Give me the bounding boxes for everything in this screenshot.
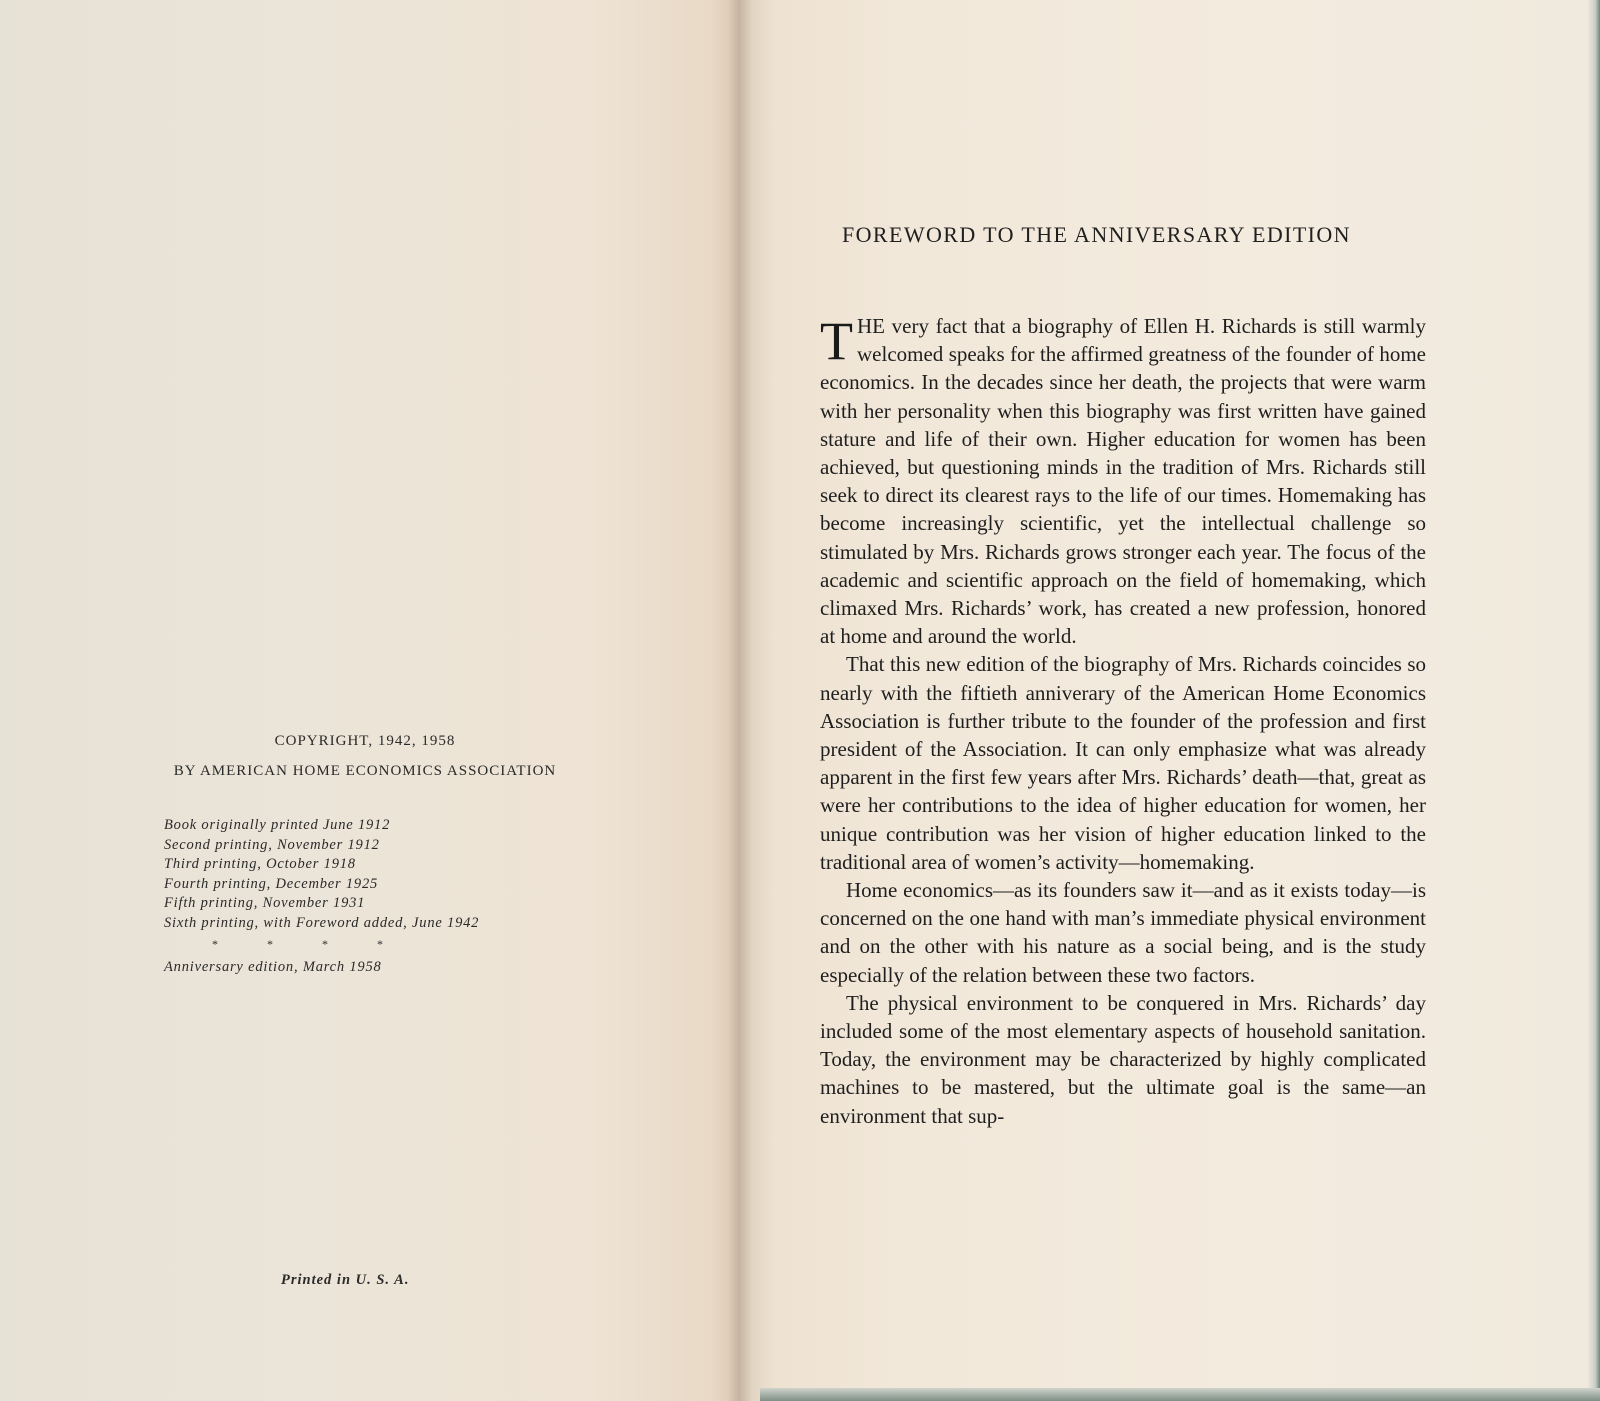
paragraph: That this new edition of the biography of Mrs. Richards coincides so nearly with the fiftieth anniverary of the American Home Economics Association is further tribute to the founder of the profession and first president of the Association. It can only emphasize what was already apparent in the first few years after Mrs. Richards’ death—that, great as were her contributions to the idea of higher education for women, her unique contribution was her vision of higher education linked to the traditional area of women’s activity—homemaking. bbox=[820, 652, 1426, 874]
paragraph bbox=[820, 312, 1426, 650]
publisher-line: BY AMERICAN HOME ECONOMICS ASSOCIATION bbox=[173, 763, 557, 779]
drop-cap: T bbox=[820, 311, 853, 371]
printed-in-line: Printed in U. S. A. bbox=[281, 1272, 410, 1288]
printing-item: Third printing, October 1918 bbox=[164, 856, 356, 873]
separator-stars: * * * * bbox=[212, 936, 406, 951]
foreword-body bbox=[820, 312, 1426, 1130]
printing-item: Book originally printed June 1912 bbox=[164, 817, 391, 833]
printing-item: Fourth printing, December 1925 bbox=[164, 875, 379, 892]
printing-item: Sixth printing, with Foreword added, June 1942 bbox=[164, 914, 480, 931]
printing-item: Second printing, November 1912 bbox=[164, 836, 380, 853]
anniversary-edition-line: Anniversary edition, March 1958 bbox=[164, 958, 382, 975]
copyright-line: COPYRIGHT, 1942, 1958 bbox=[274, 733, 456, 749]
printing-item: Fifth printing, November 1931 bbox=[164, 895, 366, 912]
printing-history bbox=[164, 816, 479, 977]
paragraph-text: HE very fact that a biography of Ellen H. Richards is still warmly welcomed speaks for the affirmed greatness of the founder of home economics. In the decades since her death, the projects that were warm with her personality when this biography was first written have gained stature and life of their own. Higher education for women has been achieved, but questioning minds in the tradition of Mrs. Richards still seek to direct its clearest rays to the life of our times. Homemaking has become increasingly scientific, yet the intellectual challenge so stimulated by Mrs. Richards grows stronger each year. The focus of the academic and scientific approach on the field of homemaking, which climaxed Mrs. Richards’ work, has created a new profession, honored at home and around the world. bbox=[820, 314, 1426, 649]
copyright-block bbox=[100, 726, 630, 786]
paragraph: Home economics—as its founders saw it—and as it exists today—is concerned on the one hand with man’s immediate physical environment and on the other with his nature as a social being, and is the study especially of the relation between these two factors. bbox=[820, 878, 1426, 987]
left-page bbox=[0, 0, 740, 1401]
paragraph: The physical environment to be conquered in Mrs. Richards’ day included some of the most elementary aspects of household sanitation. Today, the environment may be characterized by highly complicated machines to be mastered, but the ultimate goal is the same—an environment that sup- bbox=[820, 990, 1426, 1128]
page-edge-right bbox=[1588, 0, 1600, 1401]
book-gutter bbox=[728, 0, 752, 1401]
page-edge-bottom bbox=[760, 1388, 1600, 1401]
page-title: FOREWORD TO THE ANNIVERSARY EDITION bbox=[842, 222, 1351, 247]
